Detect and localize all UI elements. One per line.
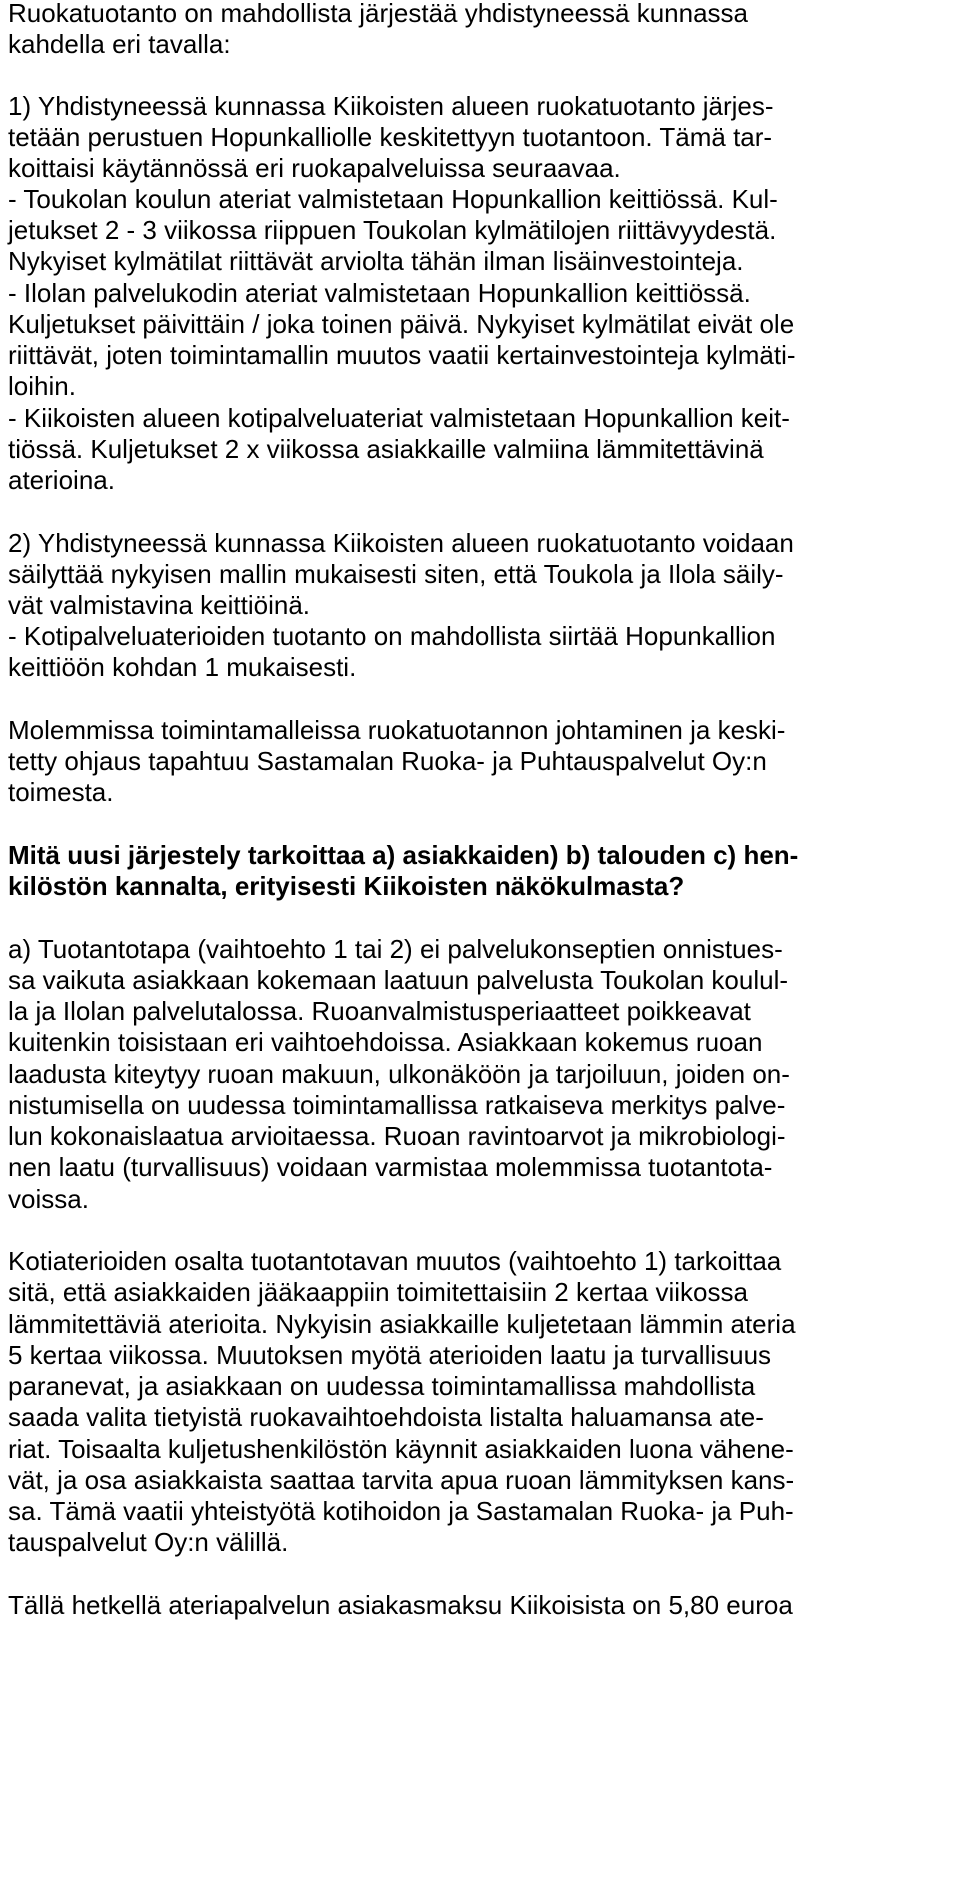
text-line: sa. Tämä vaatii yhteistyötä kotihoidon ja Sastamalan Ruoka- ja Puh- xyxy=(8,1496,794,1526)
text-line: sitä, että asiakkaiden jääkaappiin toimitettaisiin 2 kertaa viikossa xyxy=(8,1277,748,1307)
text-line: a) Tuotantotapa (vaihtoehto 1 tai 2) ei palvelukonseptien onnistues- xyxy=(8,934,783,964)
text-line: vät valmistavina keittiöinä. xyxy=(8,590,311,620)
text-line: koittaisi käytännössä eri ruokapalveluissa seuraavaa. xyxy=(8,153,621,183)
text-line: kuitenkin toisistaan eri vaihtoehdoissa. Asiakkaan kokemus ruoan xyxy=(8,1027,763,1057)
text-line: tiössä. Kuljetukset 2 x viikossa asiakkaille valmiina lämmitettävinä xyxy=(8,434,764,464)
text-line: tauspalvelut Oy:n välillä. xyxy=(8,1527,289,1557)
text-line: Molemmissa toimintamalleissa ruokatuotannon johtaminen ja keski- xyxy=(8,715,786,745)
text-line: lämmitettäviä aterioita. Nykyisin asiakkaille kuljetetaan lämmin ateria xyxy=(8,1309,796,1339)
text-line: 5 kertaa viikossa. Muutoksen myötä aterioiden laatu ja turvallisuus xyxy=(8,1340,772,1370)
text-line: 2) Yhdistyneessä kunnassa Kiikoisten alueen ruokatuotanto voidaan xyxy=(8,528,794,558)
text-line: Kotiaterioiden osalta tuotantotavan muutos (vaihtoehto 1) tarkoittaa xyxy=(8,1246,782,1276)
text-line: riittävät, joten toimintamallin muutos vaatii kertainvestointeja kylmäti- xyxy=(8,340,796,370)
text-line: loihin. xyxy=(8,371,76,401)
text-line: lun kokonaislaatua arvioitaessa. Ruoan ravintoarvot ja mikrobiologi- xyxy=(8,1121,786,1151)
text-line: Kuljetukset päivittäin / joka toinen päivä. Nykyiset kylmätilat eivät ole xyxy=(8,309,795,339)
text-line: säilyttää nykyisen mallin mukaisesti siten, että Toukola ja Ilola säily- xyxy=(8,559,784,589)
text-line: - Toukolan koulun ateriat valmistetaan Hopunkallion keittiössä. Kul- xyxy=(8,184,778,214)
text-line: vät, ja osa asiakkaista saattaa tarvita apua ruoan lämmityksen kans- xyxy=(8,1465,795,1495)
text-line: voissa. xyxy=(8,1184,89,1214)
text-line: Ruokatuotanto on mahdollista järjestää yhdistyneessä kunnassa xyxy=(8,0,749,28)
text-line: saada valita tietyistä ruokavaihtoehdoista listalta haluamansa ate- xyxy=(8,1402,764,1432)
text-line: paranevat, ja asiakkaan on uudessa toimintamallissa mahdollista xyxy=(8,1371,756,1401)
text-line: tetty ohjaus tapahtuu Sastamalan Ruoka- ja Puhtauspalvelut Oy:n xyxy=(8,746,767,776)
text-line: sa vaikuta asiakkaan kokemaan laatuun palvelusta Toukolan koulul- xyxy=(8,965,789,995)
text-line: toimesta. xyxy=(8,777,114,807)
text-line: nen laatu (turvallisuus) voidaan varmistaa molemmissa tuotantota- xyxy=(8,1152,773,1182)
section-heading: kilöstön kannalta, erityisesti Kiikoisten näkökulmasta? xyxy=(8,871,685,901)
text-line: - Kotipalveluaterioiden tuotanto on mahdollista siirtää Hopunkallion xyxy=(8,621,776,651)
text-line: jetukset 2 - 3 viikossa riippuen Toukolan kylmätilojen riittävyydestä. xyxy=(8,215,777,245)
text-line: kahdella eri tavalla: xyxy=(8,29,231,59)
text-line: tetään perustuen Hopunkalliolle keskitettyyn tuotantoon. Tämä tar- xyxy=(8,122,773,152)
section-heading: Mitä uusi järjestely tarkoittaa a) asiakkaiden) b) talouden c) hen- xyxy=(8,840,799,870)
text-line: nistumisella on uudessa toimintamallissa ratkaiseva merkitys palve- xyxy=(8,1090,786,1120)
text-line: - Ilolan palvelukodin ateriat valmistetaan Hopunkallion keittiössä. xyxy=(8,278,751,308)
text-line: riat. Toisaalta kuljetushenkilöstön käynnit asiakkaiden luona vähene- xyxy=(8,1434,794,1464)
text-line: Tällä hetkellä ateriapalvelun asiakasmaksu Kiikoisista on 5,80 euroa xyxy=(8,1590,793,1620)
text-line: la ja Ilolan palvelutalossa. Ruoanvalmistusperiaatteet poikkeavat xyxy=(8,996,751,1026)
text-line: Nykyiset kylmätilat riittävät arviolta tähän ilman lisäinvestointeja. xyxy=(8,246,744,276)
text-line: aterioina. xyxy=(8,465,115,495)
text-line: laadusta kiteytyy ruoan makuun, ulkonäköön ja tarjoiluun, joiden on- xyxy=(8,1059,790,1089)
text-line: - Kiikoisten alueen kotipalveluateriat valmistetaan Hopunkallion keit- xyxy=(8,403,790,433)
text-line: 1) Yhdistyneessä kunnassa Kiikoisten alueen ruokatuotanto järjes- xyxy=(8,91,774,121)
text-line: keittiöön kohdan 1 mukaisesti. xyxy=(8,652,357,682)
